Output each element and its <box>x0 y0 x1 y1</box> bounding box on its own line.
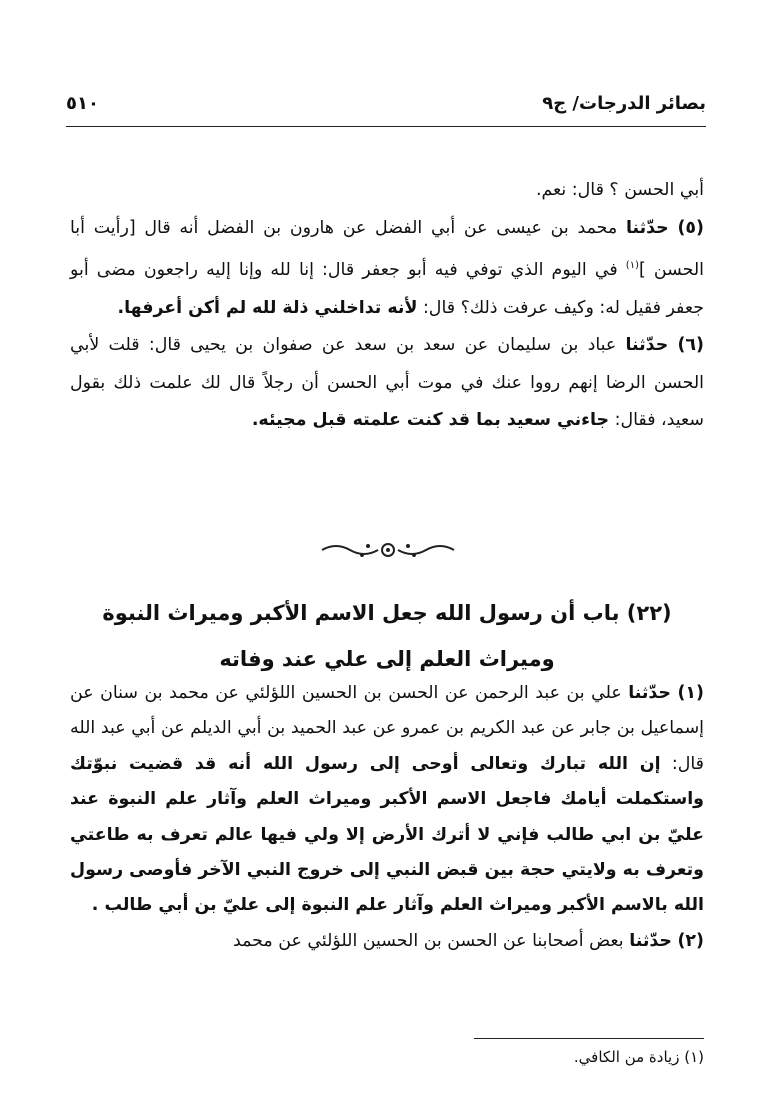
hadith-number: (١) <box>677 683 704 703</box>
page-number: ٥١٠ <box>66 92 99 114</box>
hadith-2 <box>70 924 704 959</box>
chapter-title-line-1: (٢٢) باب أن رسول الله جعل الاسم الأكبر وميراث النبوة <box>102 601 672 625</box>
hadith-quote: جاءني سعيد بما قد كنت علمته قبل مجيئه. <box>251 410 610 431</box>
section-one <box>70 172 704 440</box>
hadith-number: (٢) <box>677 930 704 951</box>
hadith-text-cont: في اليوم الذي توفي فيه أبو جعفر قال: إنا لله وإنا إليه راجعون مضى أبو جعفر فقيل له: وكيف عرفت ذلك؟ قال: <box>70 259 704 318</box>
hadith-number: (٦) <box>677 335 704 356</box>
hadith-lead: حدّثنا <box>629 930 672 951</box>
page-header <box>66 86 706 120</box>
hadith-5 <box>70 210 704 328</box>
hadith-quote: لأنه تداخلني ذلة لله لم أكن أعرفها. <box>117 297 418 318</box>
chapter-title <box>70 590 704 682</box>
hadith-quote: إن الله تبارك وتعالى أوحى إلى رسول الله أنه قد قضيت نبوّتك واستكملت أيامك فاجعل الاسم الأكبر وميراث العلم وآثار علم النبوة عند عليّ بن ابي طالب فإني لا أترك الأرض إلا ولي فيها عالم تعرف به طاعتي وتعرف به ولايتي حجة بين قبض النبي إلى خروج النبي الآخر فأوصى رسول الله بالاسم الأكبر وميراث العلم وآثار علم النبوة إلى عليّ بن أبي طالب . <box>70 753 704 916</box>
footnote-divider <box>474 1038 704 1039</box>
hadith-text: علي بن عبد الرحمن عن الحسن بن الحسين اللؤلئي عن محمد بن سنان عن إسماعيل بن جابر عن عبد الكريم بن عمرو عن عبد الحميد بن أبي الديلم عن أبي عبد الله قال: <box>70 683 704 774</box>
hadith-lead: حدّثنا <box>628 683 671 703</box>
footnote-marker: (١) <box>625 260 639 272</box>
ornament-divider <box>318 538 458 562</box>
hadith-lead: حدّثنا <box>625 335 669 356</box>
hadith-lead: حدّثنا <box>625 217 669 238</box>
hadith-text: عباد بن سليمان عن سعد بن سعد عن صفوان بن يحيى قال: قلت لأبي الحسن الرضا إنهم رووا عنك في موت أبي الحسن أن رجلاً قال لك علمت ذلك بقول سعيد، فقال: <box>70 335 704 431</box>
hadith-number: (٥) <box>677 217 704 238</box>
chapter-title-line-2: وميراث العلم إلى علي عند وفاته <box>219 647 555 671</box>
footnote: (١) زيادة من الكافي. <box>573 1048 704 1066</box>
book-title: بصائر الدرجات/ ج٩ <box>542 92 706 114</box>
section-two <box>70 676 704 959</box>
hadith-text: محمد بن عيسى عن أبي الفضل عن هارون بن الفضل أنه قال [رأيت أبا الحسن ] <box>70 217 704 280</box>
hadith-6 <box>70 327 704 440</box>
hadith-text: بعض أصحابنا عن الحسن بن الحسين اللؤلئي عن محمد <box>232 930 624 951</box>
continuation-line: أبي الحسن ؟ قال: نعم. <box>535 180 704 200</box>
header-divider <box>66 126 706 127</box>
hadith-1 <box>70 676 704 924</box>
